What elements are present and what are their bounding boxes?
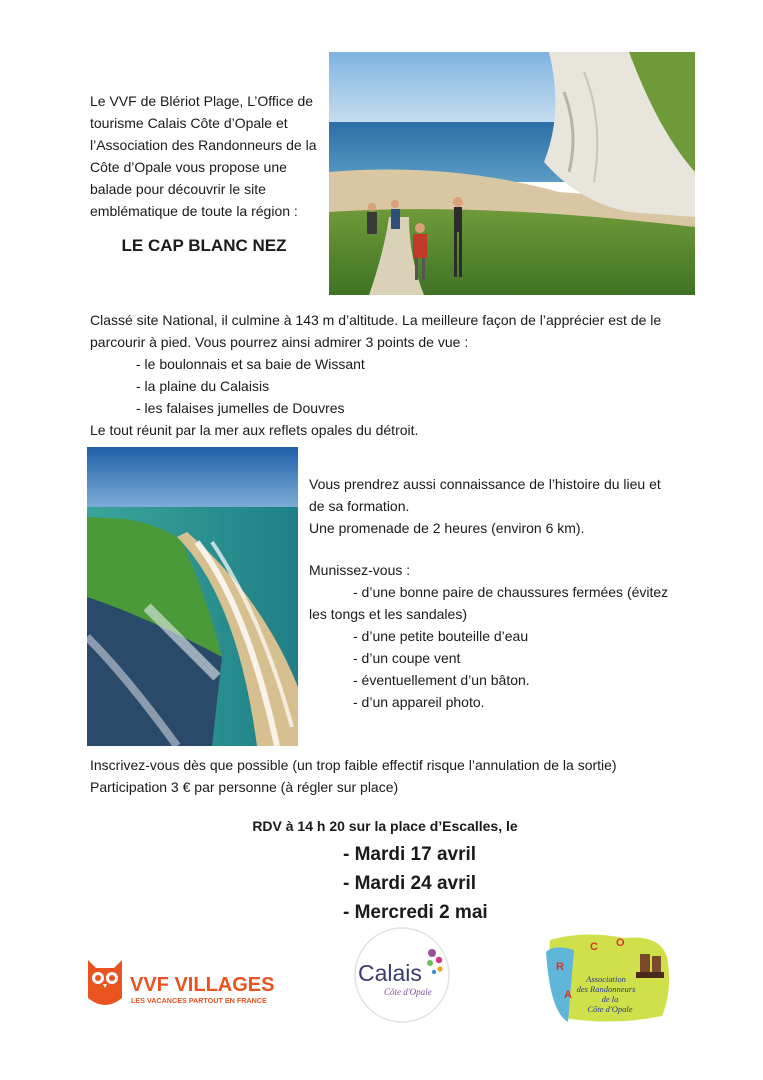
- description-line: Le tout réunit par la mer aux reflets opales du détroit.: [90, 422, 419, 438]
- asso-name-line: Côte d'Opale: [587, 1004, 633, 1014]
- list-item: - d’une petite bouteille d’eau: [353, 628, 529, 644]
- asso-name-line: de la: [601, 994, 619, 1004]
- cliff-photo: [87, 447, 298, 746]
- asso-name-line: des Randonneurs: [576, 984, 636, 994]
- description-line: Classé site National, il culmine à 143 m d’altitude. La meilleure façon de l’apprécier est de le: [90, 312, 662, 328]
- walk-line: Une promenade de 2 heures (environ 6 km).: [309, 520, 585, 536]
- calais-name: Calais: [358, 960, 422, 986]
- intro-line: emblématique de toute la région :: [90, 203, 298, 219]
- vvf-logo: [86, 958, 286, 1010]
- rendezvous-text: RDV à 14 h 20 sur la place d’Escalles, le: [252, 818, 518, 834]
- registration-line: Participation 3 € par personne (à régler sur place): [90, 779, 399, 795]
- walk-line: Vous prendrez aussi connaissance de l’histoire du lieu et: [309, 476, 661, 492]
- registration-line: Inscrivez-vous dès que possible (un trop faible effectif risque l’annulation de la sortie): [90, 757, 617, 773]
- intro-paragraph: [90, 90, 322, 222]
- page-title: LE CAP BLANC NEZ: [121, 236, 287, 255]
- randonneurs-logo: [544, 932, 674, 1024]
- date-item: - Mardi 17 avril: [343, 844, 477, 865]
- list-item: - d’un appareil photo.: [353, 694, 485, 710]
- date-item: - Mardi 24 avril: [343, 873, 477, 894]
- equipment-title: Munissez-vous :: [309, 562, 411, 578]
- dates-list: [343, 840, 643, 927]
- date-item: - Mercredi 2 mai: [343, 902, 488, 923]
- asso-name-line: Association: [586, 974, 626, 984]
- boots-icon: [636, 954, 664, 978]
- calais-subtitle: Côte d'Opale: [384, 987, 432, 997]
- intro-line: tourisme Calais Côte d’Opale et: [90, 115, 288, 131]
- list-item: - d’une bonne paire de chaussures fermées (évitez: [353, 584, 669, 600]
- description-line: parcourir à pied. Vous pourrez ainsi admirer 3 points de vue :: [90, 334, 469, 350]
- asso-letter: A: [564, 989, 572, 1001]
- walk-line: de sa formation.: [309, 498, 410, 514]
- list-item: - d’un coupe vent: [353, 650, 461, 666]
- calais-logo: [352, 925, 452, 1025]
- hikers-photo: [329, 52, 695, 295]
- list-item: - éventuellement d’un bâton.: [353, 672, 530, 688]
- description-paragraph: [90, 309, 690, 441]
- asso-letter: O: [616, 937, 625, 949]
- intro-line: Côte d’Opale vous propose une: [90, 159, 287, 175]
- walk-info: [309, 473, 679, 713]
- asso-letter: C: [590, 941, 598, 953]
- intro-line: l’Association des Randonneurs de la: [90, 137, 317, 153]
- vvf-tagline: LES VACANCES PARTOUT EN FRANCE: [131, 996, 267, 1005]
- asso-letter: R: [556, 961, 564, 973]
- registration-info: [90, 754, 690, 798]
- list-item-continuation: les tongs et les sandales): [309, 606, 467, 622]
- intro-line: Le VVF de Blériot Plage, L’Office de: [90, 93, 314, 109]
- list-item: - le boulonnais et sa baie de Wissant: [136, 356, 365, 372]
- vvf-name: VVF VILLAGES: [130, 974, 275, 996]
- list-item: - la plaine du Calaisis: [136, 378, 270, 394]
- owl-icon: [88, 960, 122, 1005]
- list-item: - les falaises jumelles de Douvres: [136, 400, 345, 416]
- intro-line: balade pour découvrir le site: [90, 181, 266, 197]
